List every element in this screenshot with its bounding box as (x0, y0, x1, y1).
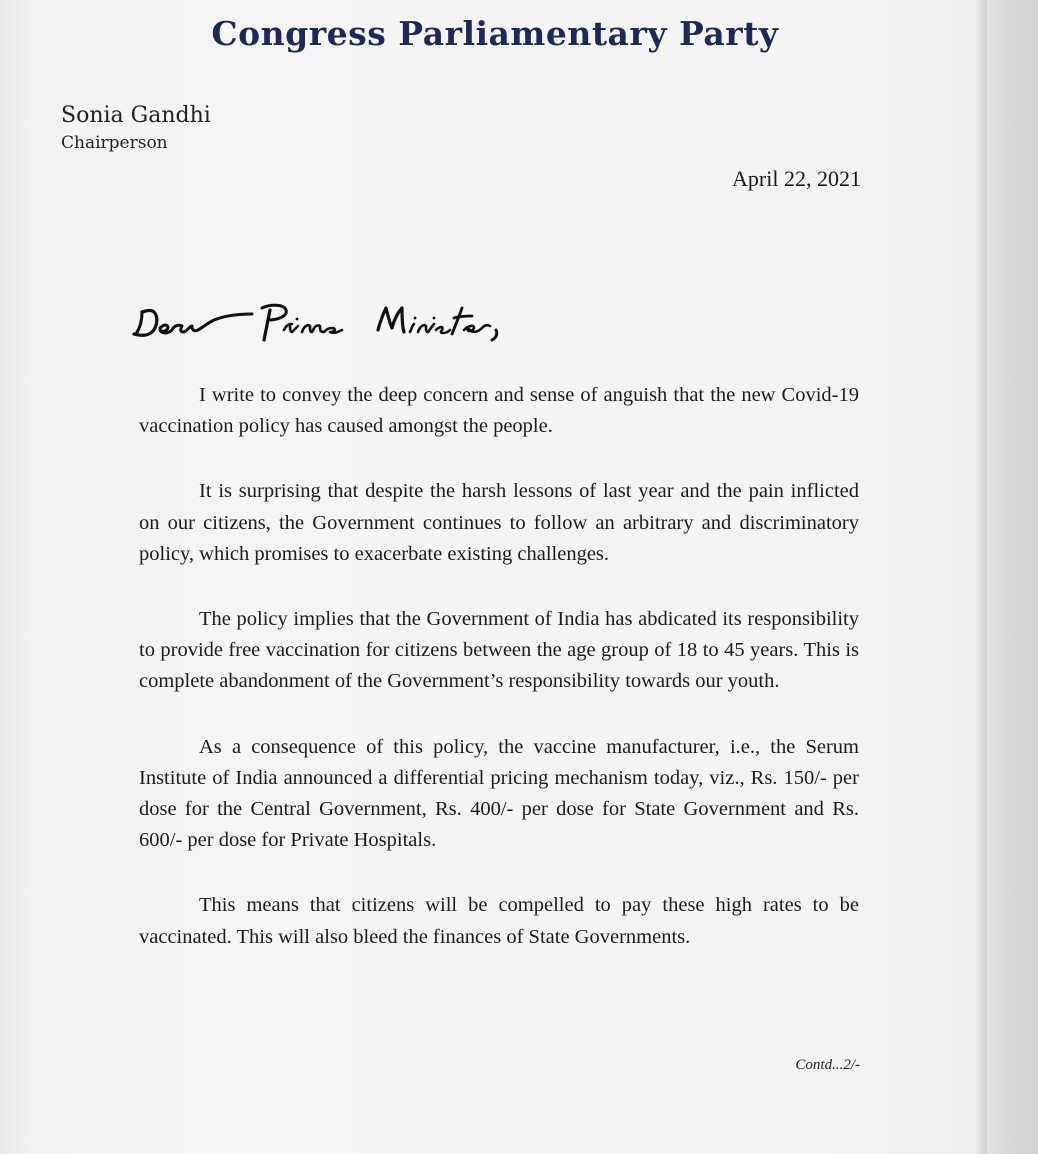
paragraph: The policy implies that the Government of India has abdicated its responsibility to provide free vaccination for citizens between the age group of 18 to 45 years. This is complete abandonment of the Government’s responsibility towards our youth. (139, 608, 859, 693)
paragraph: It is surprising that despite the harsh lessons of last year and the pain inflicted on our citizens, the Government continues to follow an arbitrary and discriminatory policy, which promises to exacerbate existing challenges. (139, 480, 859, 565)
handwritten-salutation (128, 290, 528, 350)
letter-body (139, 380, 859, 987)
page-edge-shadow (975, 0, 987, 1154)
paragraph: I write to convey the deep concern and sense of anguish that the new Covid-19 vaccination policy has caused amongst the people. (139, 384, 859, 438)
letterhead-title: Congress Parliamentary Party (211, 14, 779, 53)
paragraph: This means that citizens will be compelled to pay these high rates to be vaccinated. This will also bleed the finances of State Governments. (139, 894, 859, 948)
letter-date: April 22, 2021 (732, 166, 861, 191)
continuation-note: Contd...2/- (795, 1057, 860, 1073)
sender-name: Sonia Gandhi (61, 103, 211, 128)
paragraph: As a consequence of this policy, the vaccine manufacturer, i.e., the Serum Institute of India announced a differential pricing mechanism today, viz., Rs. 150/- per dose for the Central Government, Rs. 400/- per dose for State Government and Rs. 600/- per dose for Private Hospitals. (139, 735, 859, 852)
sender-title: Chairperson (61, 133, 168, 153)
